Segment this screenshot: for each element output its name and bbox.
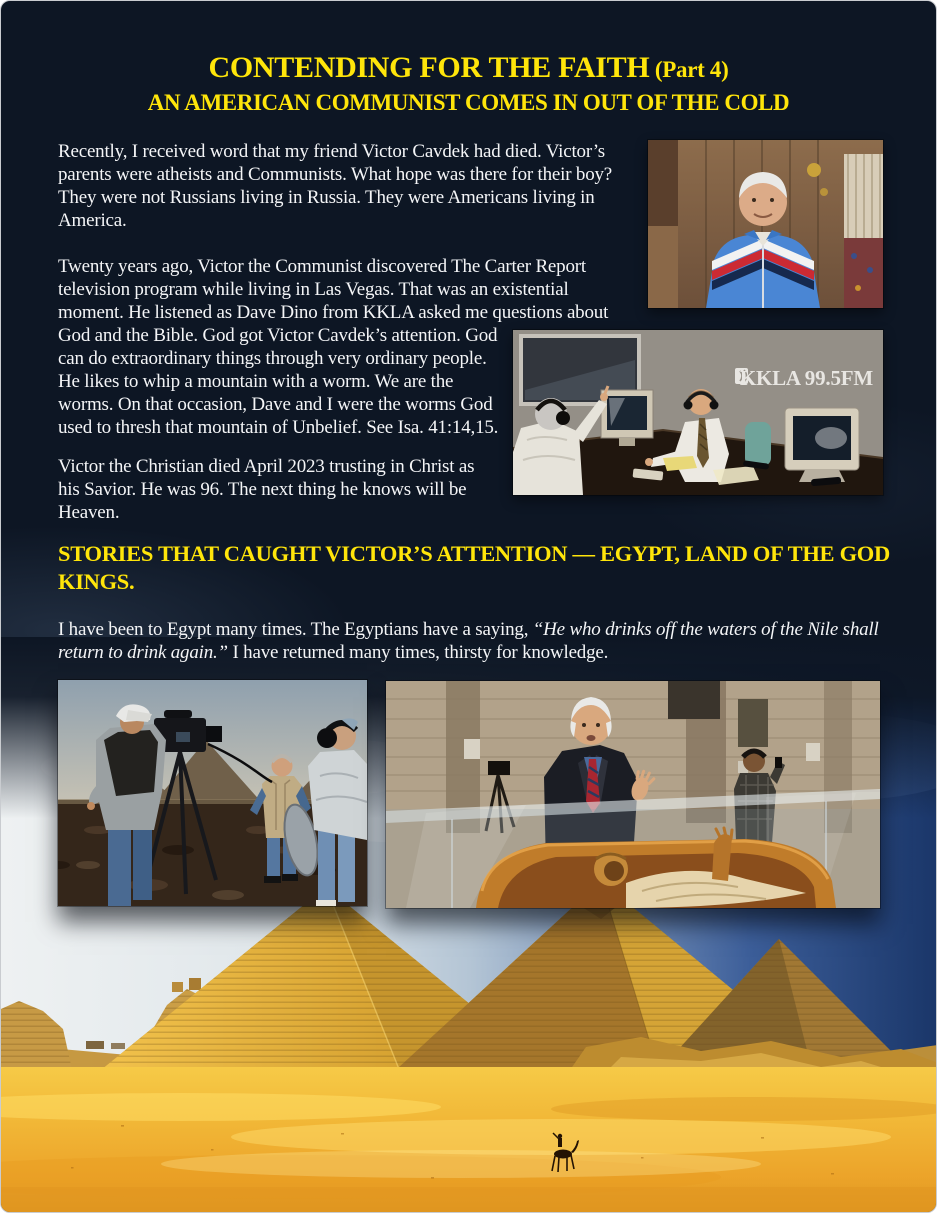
photo-film-crew-pyramids	[58, 680, 367, 906]
wall-hanging	[844, 154, 883, 308]
section-heading	[58, 540, 890, 596]
photo-victor-cavdek	[648, 140, 883, 308]
left-monitor	[601, 390, 653, 446]
paragraph-4-tail: I have returned many times, thirsty for knowledge.	[227, 642, 609, 663]
desert-sand	[1, 1067, 937, 1212]
photo-kkla-studio	[513, 330, 883, 495]
article-header	[1, 1, 936, 116]
door-knob	[820, 188, 828, 196]
svg-text:KKLA 99.5FM: KKLA 99.5FM	[739, 366, 873, 390]
page-title-part: (Part 4)	[649, 57, 729, 82]
paragraph-4	[58, 618, 883, 664]
section-heading-line1: STORIES THAT CAUGHT VICTOR’S ATTENTION — EGYPT, LAND OF THE GOD	[58, 541, 890, 566]
paragraph-2: Twenty years ago, Victor the Communist discovered The Carter Report television program while living in Las Vegas. That was an existential moment. He listened as Dave Dino from KKLA asked me questions about God and the Bible. God got Victor Cavdek’s attention. God can do extraordinary things through very ordinary people. He likes to whip a mountain with a worm. We are the worms. On that occasion, Dave and I were the worms God used to thresh that mountain of Unbelief. See Isa. 41:14,15.	[58, 256, 609, 438]
page-title: CONTENDING FOR THE FAITH (Part 4)	[208, 51, 729, 84]
brass-fixture	[807, 163, 821, 177]
kkla-logo	[735, 366, 873, 390]
page-subtitle: AN AMERICAN COMMUNIST COMES IN OUT OF THE COLD	[147, 90, 790, 115]
photo-museum-mummy	[386, 681, 880, 908]
paragraph-4-lead: I have been to Egypt many times. The Egyptians have a saying,	[58, 619, 533, 640]
article-body	[1, 116, 936, 908]
nile-proverb-quote: “He who drinks off the waters of the Nile shall return to drink again.”	[58, 619, 879, 663]
paragraph-1: Recently, I received word that my friend Victor Cavdek had died. Victor’s parents were atheists and Communists. What hope was there for their boy? They were not Russians living in Russia. They were Americans living in America.	[58, 141, 613, 231]
paragraph-3: Victor the Christian died April 2023 trusting in Christ as his Savior. He was 96. The next thing he knows will be Heaven.	[58, 456, 475, 523]
egypt-photo-row	[58, 680, 883, 908]
section-heading-line2: KINGS.	[58, 569, 135, 594]
